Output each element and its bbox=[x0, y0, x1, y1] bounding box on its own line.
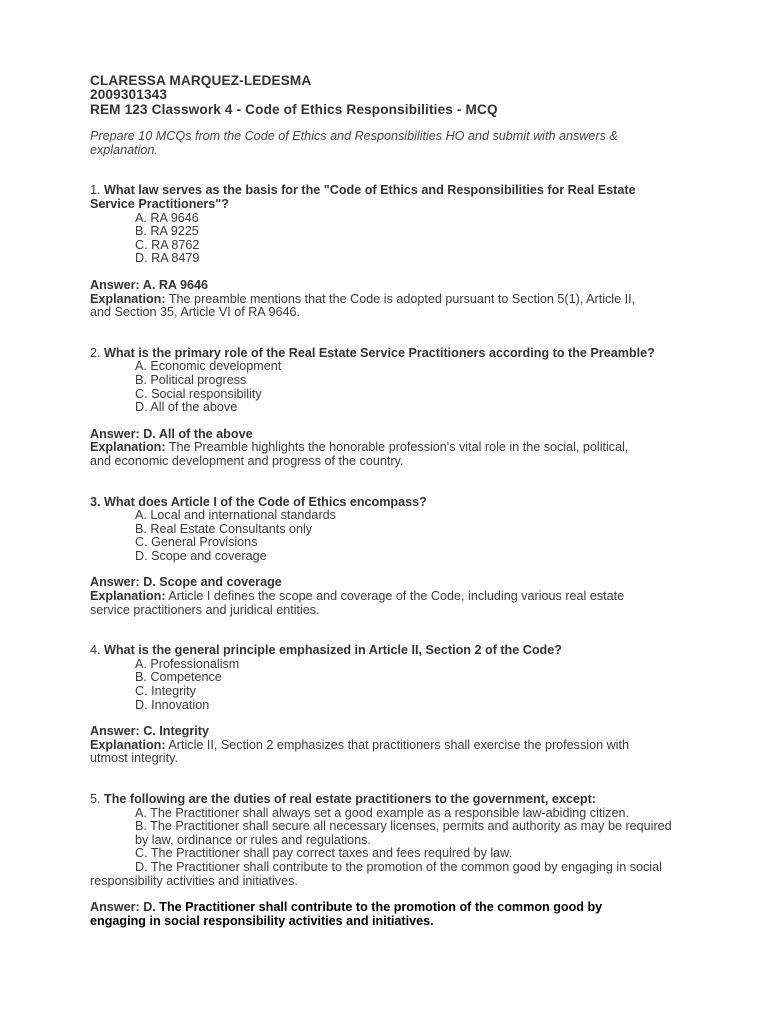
explanation-label: Explanation: bbox=[90, 589, 166, 604]
explanation-text: The preamble mentions that the Code is adopted pursuant to Section 5(1), Article II, and Section 35, Article VI of RA 9646. bbox=[90, 291, 636, 320]
answer-label: Answer: bbox=[90, 575, 140, 590]
answer-text: The Practitioner shall contribute to the promotion of the common good by engaging in social responsibility activities and initiatives. bbox=[90, 900, 603, 928]
option-c: C. General Provisions bbox=[135, 535, 258, 550]
option-c: C. Integrity bbox=[135, 684, 196, 699]
answer-label: Answer: bbox=[90, 426, 140, 441]
question-number: 1. bbox=[90, 183, 101, 198]
question-text: The following are the duties of real estate practitioners to the government, except: bbox=[104, 792, 596, 806]
option-b: B. Real Estate Consultants only bbox=[135, 521, 313, 536]
explanation bbox=[90, 441, 650, 468]
explanation bbox=[90, 590, 650, 617]
answer-label: Answer: bbox=[90, 900, 140, 915]
explanation-label: Explanation: bbox=[90, 737, 166, 752]
option-d: D. Innovation bbox=[135, 697, 210, 712]
explanation-label: Explanation: bbox=[90, 440, 166, 455]
question-3 bbox=[90, 496, 768, 618]
answer-value: C. Integrity bbox=[143, 724, 209, 739]
options-list bbox=[90, 360, 768, 414]
question-number: 4. bbox=[90, 643, 101, 658]
question-1 bbox=[90, 184, 768, 319]
question-number: 3. bbox=[90, 494, 101, 509]
answer-label: Answer: bbox=[90, 724, 140, 739]
options-list bbox=[90, 658, 768, 712]
document-title: REM 123 Classwork 4 - Code of Ethics Responsibilities - MCQ bbox=[90, 101, 498, 117]
explanation-label: Explanation: bbox=[90, 291, 166, 306]
option-d: D. Scope and coverage bbox=[135, 548, 267, 563]
option-a: A. RA 9646 bbox=[135, 210, 199, 225]
option-b: B. Competence bbox=[135, 670, 222, 685]
option-a: A. Economic development bbox=[135, 359, 282, 374]
answer bbox=[90, 428, 768, 442]
question-2 bbox=[90, 347, 768, 469]
answer bbox=[90, 279, 768, 293]
option-b: B. Political progress bbox=[135, 372, 247, 387]
option-d: D. RA 8479 bbox=[135, 251, 200, 266]
answer bbox=[90, 576, 768, 590]
option-a: A. The Practitioner shall always set a good example as a responsible law-abiding citizen. bbox=[135, 805, 629, 820]
answer bbox=[90, 901, 650, 928]
answer-value: D. Scope and coverage bbox=[143, 575, 282, 590]
explanation bbox=[90, 293, 650, 320]
option-a: A. Professionalism bbox=[135, 656, 240, 671]
question-5 bbox=[90, 793, 768, 928]
question-text: What law serves as the basis for the "Code of Ethics and Responsibilities for Real Estate Service Practitioners"? bbox=[90, 183, 636, 211]
author-name: CLARESSA MARQUEZ-LEDESMA bbox=[90, 73, 312, 88]
question-text: What is the general principle emphasized in Article II, Section 2 of the Code? bbox=[104, 643, 562, 658]
answer-label: Answer: bbox=[90, 277, 140, 292]
explanation-text: Article II, Section 2 emphasizes that practitioners shall exercise the profession with utmost integrity. bbox=[90, 737, 629, 766]
explanation-text: The Preamble highlights the honorable profession's vital role in the social, political, and economic development and progress of the country. bbox=[90, 440, 629, 468]
question-number: 5. bbox=[90, 792, 101, 806]
option-c: C. Social responsibility bbox=[135, 386, 262, 401]
question-text: What is the primary role of the Real Estate Service Practitioners according to the Preamble? bbox=[104, 345, 655, 360]
option-d: D. The Practitioner shall contribute to the promotion of the common good by engaging in social responsibility activities and initiatives. bbox=[90, 859, 662, 888]
answer-value: A. RA 9646 bbox=[142, 277, 209, 292]
explanation-text: Article I defines the scope and coverage of the Code, including various real estate service practitioners and juridical entities. bbox=[90, 589, 625, 617]
question-text: What does Article I of the Code of Ethics encompass? bbox=[104, 494, 427, 509]
option-c: C. RA 8762 bbox=[135, 237, 200, 252]
option-b: B. The Practitioner shall secure all necessary licenses, permits and authority as may be required by law, ordinance or rules and regulations. bbox=[135, 819, 672, 847]
instructions: Prepare 10 MCQs from the Code of Ethics and Responsibilities HO and submit with answers & explanation. bbox=[90, 129, 618, 157]
student-id: 2009301343 bbox=[90, 87, 168, 103]
options-list bbox=[90, 807, 682, 889]
option-a: A. Local and international standards bbox=[135, 508, 336, 523]
explanation bbox=[90, 739, 650, 766]
options-list bbox=[90, 212, 768, 266]
option-c: C. The Practitioner shall pay correct taxes and fees required by law. bbox=[135, 846, 513, 861]
question-4 bbox=[90, 644, 768, 766]
answer bbox=[90, 725, 768, 739]
option-b: B. RA 9225 bbox=[135, 224, 199, 239]
answer-value: D. All of the above bbox=[143, 426, 253, 441]
option-d: D. All of the above bbox=[135, 400, 238, 415]
options-list bbox=[90, 509, 768, 563]
question-number: 2. bbox=[90, 345, 101, 360]
answer-value: D. bbox=[143, 900, 156, 915]
